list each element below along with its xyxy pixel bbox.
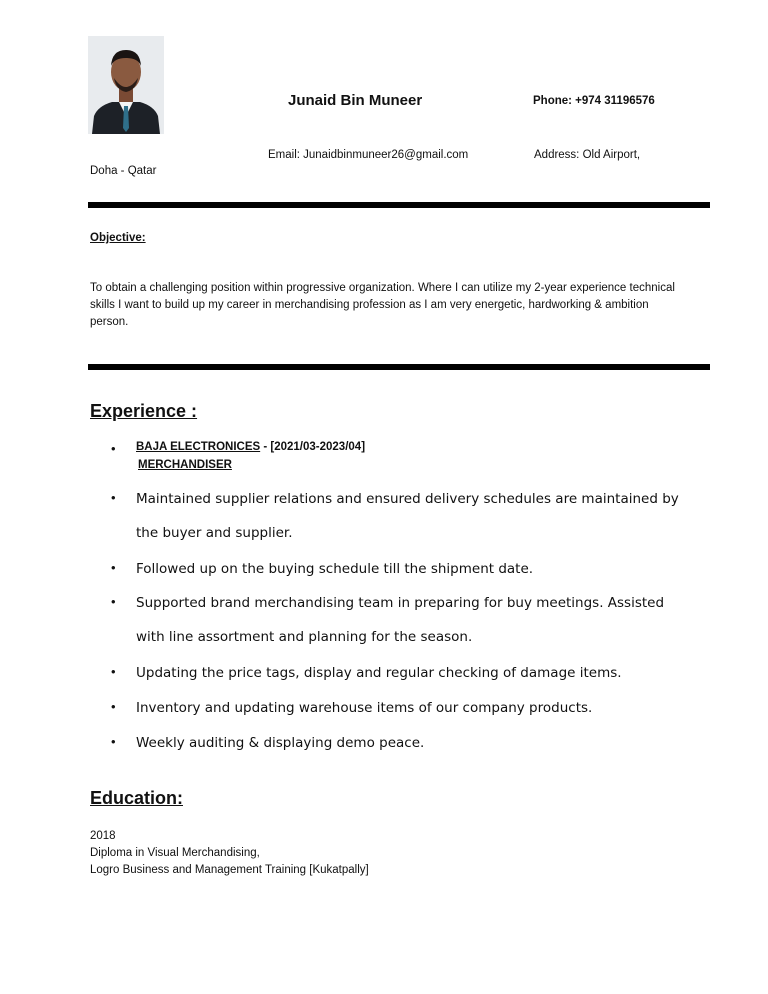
bullet-icon: • (111, 699, 116, 714)
education-institute: Logro Business and Management Training [Kukatpally] (90, 864, 369, 876)
duty-item: Weekly auditing & displaying demo peace. (136, 735, 425, 751)
city-location: Doha - Qatar (90, 165, 157, 177)
duty-item: Inventory and updating warehouse items of our company products. (136, 700, 593, 716)
bullet-icon: • (111, 560, 116, 575)
postal-address: Address: Old Airport, (534, 149, 641, 161)
candidate-name: Junaid Bin Muneer (288, 92, 423, 109)
experience-heading: Experience : (90, 401, 198, 421)
company-name: BAJA ELECTRONICES (136, 441, 261, 453)
email-address: Email: Junaidbinmuneer26@gmail.com (268, 149, 469, 161)
objective-text: To obtain a challenging position within progressive organization. Where I can utilize my 2-year experience technical skills I want to build up my career in merchandising profession as I am very energetic, hardworking & ambition person. (90, 282, 675, 328)
duty-item: Followed up on the buying schedule till the shipment date. (136, 561, 534, 577)
education-degree: Diploma in Visual Merchandising, (90, 847, 260, 859)
bullet-icon: • (111, 441, 116, 456)
section-divider (88, 202, 710, 208)
person-portrait-icon (88, 36, 164, 134)
profile-photo (88, 36, 164, 134)
education-heading: Education: (90, 788, 183, 808)
bullet-icon: • (111, 594, 116, 609)
bullet-icon: • (111, 490, 116, 505)
job-role: MERCHANDISER (138, 459, 232, 471)
duty-item: Maintained supplier relations and ensured delivery schedules are maintained by the buyer and supplier. (136, 491, 679, 541)
duty-item: Supported brand merchandising team in preparing for buy meetings. Assisted with line assortment and planning for the season. (136, 595, 665, 645)
bullet-icon: • (111, 734, 116, 749)
phone-number: Phone: +974 31196576 (533, 95, 655, 107)
education-year: 2018 (90, 830, 116, 842)
duty-item: Updating the price tags, display and regular checking of damage items. (136, 665, 622, 681)
employment-period: - [2021/03-2023/04] (260, 441, 366, 453)
objective-heading: Objective: (90, 232, 146, 244)
bullet-icon: • (111, 664, 116, 679)
job-company-period (136, 441, 365, 453)
section-divider (88, 364, 710, 370)
